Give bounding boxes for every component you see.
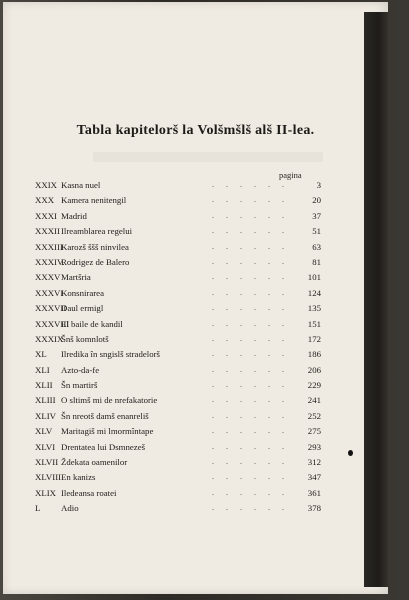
leader-dots: . . . . . . (212, 380, 289, 390)
table-of-contents (35, 180, 321, 519)
chapter-number: XXXIV. (35, 256, 65, 267)
toc-row (35, 411, 321, 426)
chapter-number: XXXVI (35, 287, 64, 298)
chapter-title: En kanizs (61, 472, 96, 483)
toc-row (35, 288, 321, 303)
chapter-number: XXIX (35, 180, 57, 190)
leader-dots: . . . . . . (212, 256, 289, 266)
chapter-title: Daul ermigl (61, 303, 104, 314)
leader-dots: . . . . . . (212, 318, 289, 328)
page-number: 135 (307, 303, 321, 314)
toc-row (35, 395, 321, 410)
book-page (3, 2, 388, 594)
leader-dots: . . . . . . (212, 503, 289, 513)
leader-dots: . . . . . . (212, 441, 289, 451)
chapter-number: XLVII (35, 457, 59, 468)
toc-row (35, 334, 321, 349)
leader-dots: . . . . . . (212, 457, 289, 467)
chapter-title: Adio (61, 503, 79, 514)
chapter-title: Ždekata oamenilor (61, 457, 128, 468)
leader-dots: . . . . . . (212, 333, 289, 343)
page-number: 63 (312, 241, 321, 252)
leader-dots: . . . . . . (212, 180, 289, 189)
toc-row (35, 272, 321, 287)
chapter-number: XXXI (35, 210, 57, 221)
leader-dots: . . . . . . (212, 287, 289, 297)
chapter-title: Iledeansa roatei (61, 487, 117, 498)
chapter-title: El baile de kandil (61, 318, 123, 329)
ink-mark (348, 450, 353, 456)
leader-dots: . . . . . . (212, 349, 289, 359)
chapter-number: XLIV (35, 410, 57, 421)
toc-row (35, 380, 321, 395)
chapter-title: Ilreamblarea regelui (61, 226, 133, 237)
page-number: 347 (307, 472, 321, 483)
page-number: 275 (307, 426, 321, 437)
leader-dots: . . . . . . (212, 195, 289, 205)
toc-row (35, 503, 321, 518)
chapter-number: XLII (35, 380, 53, 391)
chapter-title: Drentatea lui Dsmnezeš (61, 441, 146, 452)
page-title: Tabla kapitelorš la Volšmšlš alš II-lea. (76, 123, 315, 138)
page-number: 241 (307, 395, 321, 406)
chapter-number: XL (35, 349, 47, 360)
chapter-title: Madrid (61, 210, 87, 221)
page-number: 37 (312, 210, 321, 221)
leader-dots: . . . . . . (212, 226, 289, 236)
chapter-number: XLVI (35, 441, 56, 452)
page-number: 151 (307, 318, 321, 329)
toc-row (35, 226, 321, 241)
chapter-number: XLI (35, 364, 50, 375)
chapter-title: Azto-da-fe (61, 364, 100, 375)
toc-row (35, 349, 321, 364)
chapter-title: Martšria (61, 272, 91, 283)
page-number: 206 (307, 364, 321, 375)
chapter-number: XXXII (35, 226, 60, 237)
toc-row (35, 319, 321, 334)
book-spine (364, 12, 388, 587)
chapter-number: XLIII (35, 395, 56, 406)
chapter-number: XXXVII (35, 303, 67, 314)
bleed-through (93, 152, 323, 162)
leader-dots: . . . . . . (212, 472, 289, 482)
page-number: 172 (307, 333, 321, 344)
toc-row (35, 303, 321, 318)
page-number: 124 (307, 287, 321, 298)
toc-row (35, 257, 321, 272)
chapter-title: Kasna nuel (61, 180, 101, 190)
toc-row (35, 457, 321, 472)
chapter-title: Maritagiš mi lmormîntape (61, 426, 154, 437)
page-number: 81 (312, 256, 321, 267)
chapter-number: XLV (35, 426, 53, 437)
page-number: 312 (307, 457, 321, 468)
page-number: 101 (307, 272, 321, 283)
leader-dots: . . . . . . (212, 364, 289, 374)
leader-dots: . . . . . . (212, 210, 289, 220)
chapter-number: XXXV (35, 272, 61, 283)
chapter-title: Kamera nenitengil (61, 195, 127, 206)
leader-dots: . . . . . . (212, 303, 289, 313)
page-number: 293 (307, 441, 321, 452)
chapter-title: Ilredika în sngislš stradelorš (61, 349, 160, 360)
chapter-number: XLVIII (35, 472, 62, 483)
toc-row (35, 442, 321, 457)
chapter-number: L (35, 503, 41, 514)
page-number: 51 (312, 226, 321, 237)
leader-dots: . . . . . . (212, 487, 289, 497)
chapter-number: XXXIX (35, 333, 64, 344)
chapter-title: Šn nreotš damš enanreliš (61, 410, 149, 421)
leader-dots: . . . . . . (212, 272, 289, 282)
chapter-title: Rodrigez de Balero (61, 256, 130, 267)
chapter-number: XXX (35, 195, 55, 206)
chapter-number: XLIX (35, 487, 57, 498)
page-number: 252 (307, 410, 321, 421)
chapter-number: XXXIII (35, 241, 63, 252)
leader-dots: . . . . . . (212, 241, 289, 251)
chapter-number: XXXVIII (35, 318, 70, 329)
toc-row (35, 211, 321, 226)
page-number: 378 (307, 503, 321, 514)
toc-row (35, 365, 321, 380)
leader-dots: . . . . . . (212, 426, 289, 436)
page-number: 186 (307, 349, 321, 360)
page-number: 3 (316, 180, 321, 190)
chapter-title: O sltimš mi de nrefakatorie (61, 395, 158, 406)
chapter-title: Šnš komnlotš (61, 333, 109, 344)
page-number: 20 (312, 195, 321, 206)
toc-row (35, 180, 321, 195)
toc-row (35, 488, 321, 503)
leader-dots: . . . . . . (212, 395, 289, 405)
page-column-header: pagina (279, 170, 302, 180)
chapter-title: Karozš ššš ninvilea (61, 241, 129, 252)
toc-row (35, 426, 321, 441)
page-number: 229 (307, 380, 321, 391)
chapter-title: Šn martirš (61, 380, 98, 391)
toc-row (35, 195, 321, 210)
toc-row (35, 472, 321, 487)
chapter-title: Konsnirarea (61, 287, 104, 298)
leader-dots: . . . . . . (212, 410, 289, 420)
toc-row (35, 242, 321, 257)
page-number: 361 (307, 487, 321, 498)
